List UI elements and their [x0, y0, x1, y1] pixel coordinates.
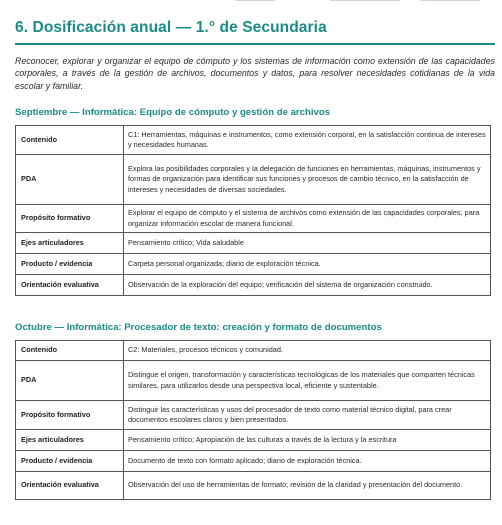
rule-segment [235, 0, 275, 1]
table-row [16, 275, 491, 296]
row-value: Observación del uso de herramientas de formato; revisión de la claridad y presentación del documento. [124, 472, 491, 500]
plan-table [15, 340, 491, 500]
row-label: PDA [16, 361, 124, 401]
table-row [16, 361, 491, 401]
row-label: Orientación evaluativa [16, 472, 124, 500]
row-label: Producto / evidencia [16, 254, 124, 275]
row-label: Producto / evidencia [16, 451, 124, 472]
row-value: Observación de la exploración del equipo; verificación del sistema de organización construido. [124, 275, 491, 296]
row-value: Documento de texto con formato aplicado; diario de exploración técnica. [124, 451, 491, 472]
row-label: Contenido [16, 126, 124, 155]
table-row [16, 205, 491, 233]
row-value: Distinguir las características y usos del procesador de texto como material técnico digital, para crear documentos escolares claros y bien presentados. [124, 401, 491, 430]
row-label: PDA [16, 155, 124, 205]
table-row [16, 341, 491, 361]
table-row [16, 126, 491, 155]
title-underline [15, 43, 495, 45]
section-september [15, 106, 491, 296]
row-label: Ejes articuladores [16, 430, 124, 451]
intro-paragraph: Reconocer, explorar y organizar el equipo de cómputo y los sistemas de información como extensión de las capacidades corporales, a través de la gestión de archivos, documentos y datos, para resolver necesidades cotidianas de la vida escolar y familiar. [15, 56, 495, 91]
row-value: Distingue el origen, transformación y características tecnológicas de los materiales que comparten técnicas similares, para utilizarlos desde una perspectiva local, eficiente y sustentable. [124, 361, 491, 401]
table-row [16, 430, 491, 451]
row-value: Pensamiento crítico; Vida saludable [124, 233, 491, 254]
document-page [15, 18, 495, 490]
rule-segment [330, 0, 400, 1]
row-label: Propósito formativo [16, 401, 124, 430]
section-heading: Octubre — Informática: Procesador de texto: creación y formato de documentos [15, 322, 382, 333]
plan-table [15, 125, 491, 296]
row-value: Carpeta personal organizada; diario de exploración técnica. [124, 254, 491, 275]
row-label: Orientación evaluativa [16, 275, 124, 296]
page-title: 6. Dosificación anual — 1.° de Secundaria [15, 19, 327, 36]
table-row [16, 254, 491, 275]
row-value: Pensamiento crítico; Apropiación de las culturas a través de la lectura y la escritura [124, 430, 491, 451]
table-row [16, 451, 491, 472]
row-value: C2: Materiales, procesos técnicos y comunidad. [124, 341, 491, 361]
row-label: Propósito formativo [16, 205, 124, 233]
row-label: Ejes articuladores [16, 233, 124, 254]
table-row [16, 233, 491, 254]
row-value: C1: Herramientas, máquinas e instrumentos, como extensión corporal, en la satisfacción continua de intereses y necesidades humanas. [124, 126, 491, 155]
table-row [16, 155, 491, 205]
top-page-rule [0, 0, 502, 3]
row-value: Explorar el equipo de cómputo y el sistema de archivos como extensión de las capacidades corporales, para organizar información escolar de manera funcional. [124, 205, 491, 233]
section-heading: Septiembre — Informática: Equipo de cómputo y gestión de archivos [15, 107, 331, 118]
table-row [16, 472, 491, 500]
section-october [15, 321, 491, 500]
row-label: Contenido [16, 341, 124, 361]
rule-segment [420, 0, 480, 1]
table-row [16, 401, 491, 430]
row-value: Explora las posibilidades corporales y la delegación de funciones en herramientas, máquinas, instrumentos y formas de organización para identificar sus funciones y procesos de cambio técnico, en la satisfacción de intereses y necesidades de diversas sociedades. [124, 155, 491, 205]
